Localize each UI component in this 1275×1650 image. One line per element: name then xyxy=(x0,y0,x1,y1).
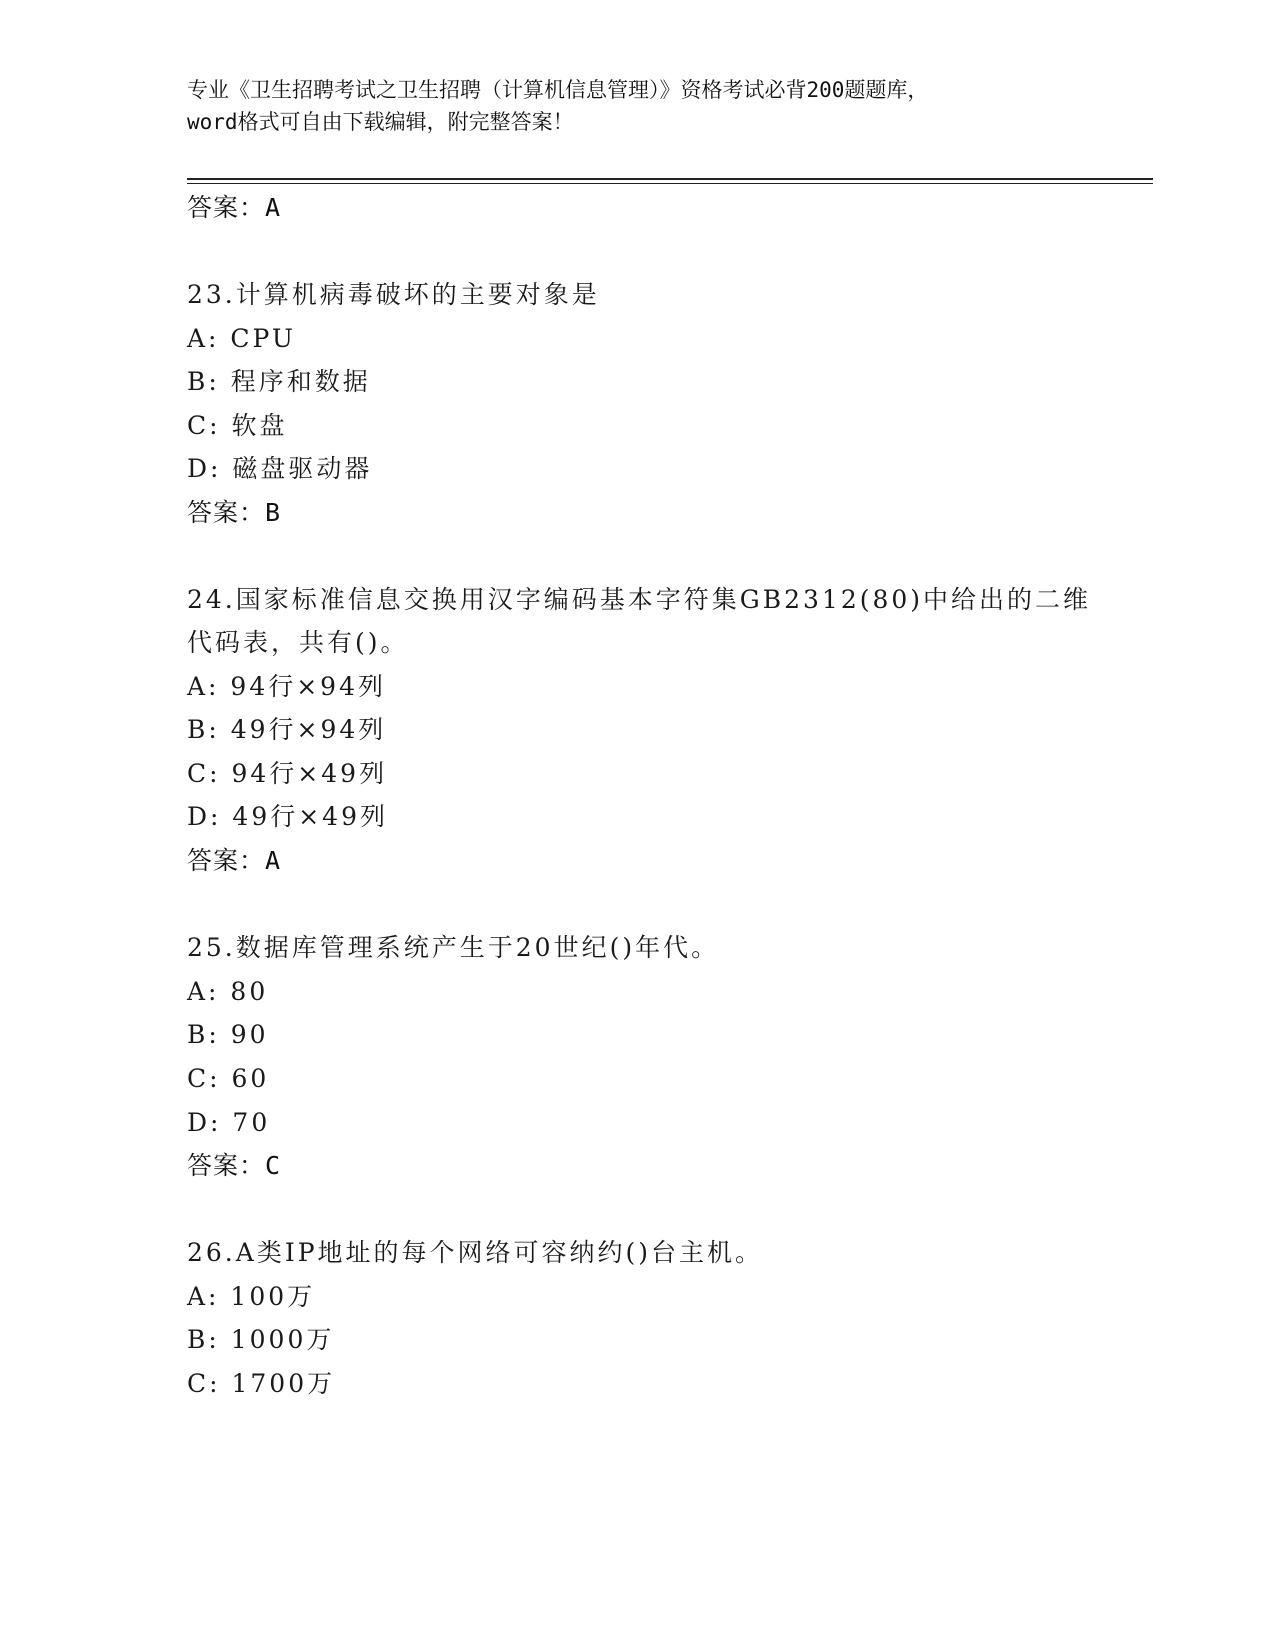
header-line-1: 专业《卫生招聘考试之卫生招聘（计算机信息管理）》资格考试必背200题题库， xyxy=(187,78,929,102)
option-d: D: 磁盘驱动器 xyxy=(187,454,373,483)
option-c: C: 1700万 xyxy=(187,1369,336,1398)
answer-line: 答案：C xyxy=(187,1151,282,1180)
header-rule-thin xyxy=(187,183,1153,184)
question-stem-23: 23.计算机病毒破坏的主要对象是 xyxy=(187,280,600,309)
answer-line: 答案：B xyxy=(187,498,282,527)
answer-line: 答案：A xyxy=(187,846,282,875)
header-rule-thick xyxy=(187,178,1153,180)
option-c: C: 软盘 xyxy=(187,411,288,440)
option-b: B: 程序和数据 xyxy=(187,367,371,396)
option-d: D: 70 xyxy=(187,1108,271,1137)
header-line-2: word格式可自由下载编辑，附完整答案！ xyxy=(187,110,574,134)
question-stem-24-cont: 代码表，共有()。 xyxy=(187,628,409,657)
option-a: A: 100万 xyxy=(187,1282,316,1311)
answer-line: 答案：A xyxy=(187,193,282,222)
option-a: A: 80 xyxy=(187,977,269,1006)
option-b: B: 90 xyxy=(187,1020,269,1049)
document-header xyxy=(187,74,1087,138)
option-a: A: CPU xyxy=(187,324,297,353)
option-b: B: 1000万 xyxy=(187,1325,335,1354)
question-stem-26: 26.A类IP地址的每个网络可容纳约()台主机。 xyxy=(187,1238,764,1267)
question-stem-25: 25.数据库管理系统产生于20世纪()年代。 xyxy=(187,933,720,962)
option-d: D: 49行×49列 xyxy=(187,802,388,831)
option-c: C: 94行×49列 xyxy=(187,759,388,788)
option-c: C: 60 xyxy=(187,1064,270,1093)
option-a: A: 94行×94列 xyxy=(187,672,386,701)
option-b: B: 49行×94列 xyxy=(187,715,387,744)
question-stem-24: 24.国家标准信息交换用汉字编码基本字符集GB2312(80)中给出的二维 xyxy=(187,585,1092,614)
